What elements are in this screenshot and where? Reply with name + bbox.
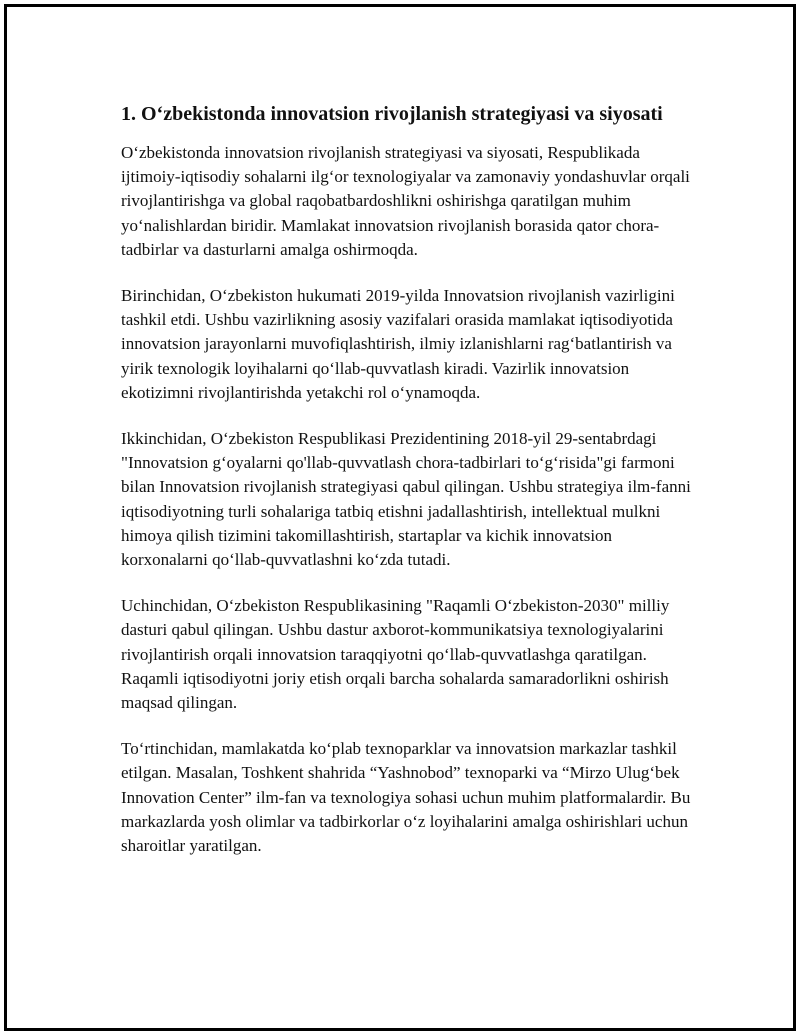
paragraph-intro: O‘zbekistonda innovatsion rivojlanish strategiyasi va siyosati, Respublikada ijtimoiy-iqtisodiy sohalarni ilg‘or texnologiyalar va zamonaviy yondashuvlar orqali rivojlantirishga va global raqobatbardoshlikni oshirishga qaratilgan muhim yo‘nalishlardan biridir. Mamlakat innovatsion rivojlanish borasida qator chora-tadbirlar va dasturlarni amalga oshirmoqda.: [121, 143, 690, 259]
paragraph-third: Uchinchidan, O‘zbekiston Respublikasining "Raqamli O‘zbekiston-2030" milliy dasturi qabul qilingan. Ushbu dastur axborot-kommunikatsiya texnologiyalarini rivojlantirish orqali innovatsion taraqqiyotni qo‘llab-quvvatlashga qaratilgan. Raqamli iqtisodiyotni joriy etish orqali barcha sohalarda samaradorlikni oshirish maqsad qilingan.: [121, 596, 670, 713]
paragraph-fourth: To‘rtinchidan, mamlakatda ko‘plab texnoparklar va innovatsion markazlar tashkil etilgan. Masalan, Toshkent shahrida “Yashnobod” texnoparki va “Mirzo Ulug‘bek Innovation Center” ilm-fan va texnologiya sohasi uchun muhim platformalardir. Bu markazlarda yosh olimlar va tadbirkorlar o‘z loyihalarini amalga oshirishlari uchun sharoitlar yaratilgan.: [121, 739, 691, 856]
document-body: [121, 101, 701, 880]
section-heading: 1. O‘zbekistonda innovatsion rivojlanish strategiyasi va siyosati: [121, 103, 663, 125]
paragraph-second: Ikkinchidan, O‘zbekiston Respublikasi Prezidentining 2018-yil 29-sentabrdagi "Innovatsion g‘oyalarni qo'llab-quvvatlash chora-tadbirlari to‘g‘risida"gi farmoni bilan Innovatsion rivojlanish strategiyasi qabul qilingan. Ushbu strategiya ilm-fanni iqtisodiyotning turli sohalariga tatbiq etishni jadallashtirish, intellektual mulkni himoya qilish tizimini takomillashtirish, startaplar va kichik innovatsion korxonalarni qo‘llab-quvvatlashni ko‘zda tutadi.: [121, 429, 691, 570]
paragraph-first: Birinchidan, O‘zbekiston hukumati 2019-yilda Innovatsion rivojlanish vazirligini tashkil etdi. Ushbu vazirlikning asosiy vazifalari orasida mamlakat iqtisodiyotida innovatsion jarayonlarni muvofiqlashtirish, ilmiy izlanishlarni rag‘batlantirish va yirik texnologik loyihalarni qo‘llab-quvvatlash kiradi. Vazirlik innovatsion ekotizimni rivojlantirishda yetakchi rol o‘ynamoqda.: [121, 286, 675, 402]
document-page: [4, 4, 796, 1031]
